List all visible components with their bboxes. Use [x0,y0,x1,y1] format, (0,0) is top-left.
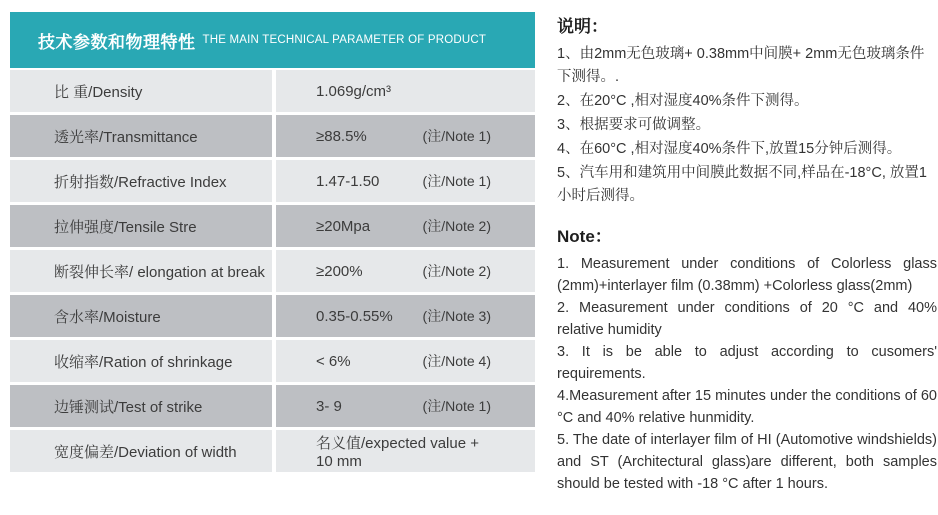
param-value-cell [276,160,535,202]
notes-en-heading: Note： [557,227,612,246]
notes-panel [557,12,937,495]
param-name: 收缩率/Ration of shrinkage [10,340,272,382]
note-zh-item: 5、汽车用和建筑用中间膜此数据不同,样品在-18°C, 放置1小时后测得。 [557,165,927,204]
param-value-cell [276,205,535,247]
param-name: 边锤测试/Test of strike [10,385,272,427]
param-value: ≥200% [316,262,363,280]
param-value: 1.47-1.50 [316,172,380,190]
param-note: (注/Note 4) [422,353,491,369]
param-value-cell [276,295,535,337]
param-name: 含水率/Moisture [10,295,272,337]
table-row [10,385,535,427]
note-en-item: 1. Measurement under conditions of Colorless glass (2mm)+interlayer film (0.38mm) +Colorless glass(2mm) [557,256,937,294]
param-value: 1.069g/cm³ [316,82,392,100]
param-name: 透光率/Transmittance [10,115,272,157]
table-header [10,12,535,68]
table-row [10,115,535,157]
param-name: 宽度偏差/Deviation of width [10,430,272,472]
param-value: ≥20Mpa [316,217,371,235]
note-zh-item: 2、在20°C ,相对湿度40%条件下测得。 [557,93,809,109]
notes-en-list [557,253,937,495]
param-value-cell [276,115,535,157]
notes-zh-heading: 说明： [557,17,608,36]
note-en-item: 3. It is be able to adjust according to cusomers' requirements. [557,344,937,382]
param-name: 拉伸强度/Tensile Stre [10,205,272,247]
param-name: 比 重/Density [10,70,272,112]
note-zh-item: 4、在60°C ,相对湿度40%条件下,放置15分钟后测得。 [557,141,902,157]
note-en-item: 5. The date of interlayer film of HI (Automotive windshields) and ST (Architectural glass)are different, both samples should be tested with -18 °C after 1 hours. [557,432,937,492]
param-value-cell [276,430,535,472]
param-note: (注/Note 1) [422,128,491,144]
table-row [10,430,535,472]
param-note: (注/Note 2) [422,218,491,234]
param-name: 折射指数/Refractive Index [10,160,272,202]
table-title-zh: 技术参数和物理特性 [38,32,196,52]
param-note: (注/Note 3) [422,308,491,324]
note-zh-item: 1、由2mm无色玻璃+ 0.38mm中间膜+ 2mm无色玻璃条件下测得。. [557,46,925,85]
table-row [10,250,535,292]
param-note: (注/Note 2) [422,263,491,279]
notes-en-block [557,222,937,495]
param-note: (注/Note 1) [422,173,491,189]
param-value-cell [276,70,535,112]
notes-zh-list [557,43,937,208]
param-value: 0.35-0.55% [316,307,393,325]
note-en-item: 4.Measurement after 15 minutes under the conditions of 60 °C and 40% relative hunmidity. [557,388,937,426]
note-zh-item: 3、根据要求可做调整。 [557,117,711,133]
param-value: 名义值/expected value + 10 mm [316,435,480,470]
param-value-cell [276,250,535,292]
param-value-cell [276,340,535,382]
table-row [10,295,535,337]
table-row [10,205,535,247]
table-row [10,340,535,382]
param-value: ≥88.5% [316,127,367,145]
param-value: 3- 9 [316,397,342,415]
param-value: < 6% [316,352,351,370]
param-note: (注/Note 1) [422,398,491,414]
param-name: 断裂伸长率/ elongation at break [10,250,272,292]
param-value-cell [276,385,535,427]
table-row [10,70,535,112]
note-en-item: 2. Measurement under conditions of 20 °C and 40% relative humidity [557,300,937,338]
table-title-en: THE MAIN TECHNICAL PARAMETER OF PRODUCT [202,34,487,46]
technical-parameter-table [10,12,535,472]
table-row [10,160,535,202]
table-body [10,70,535,472]
